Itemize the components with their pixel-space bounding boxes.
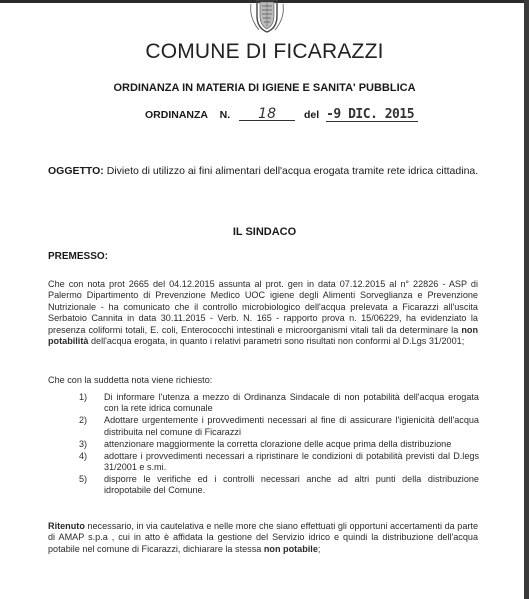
list-item-text: Adottare urgentemente i provvedimenti necessari al fine di assicurare l'igienicità dell'acqua distribuita nel comune di Ficarazzi [104,415,479,437]
ordinance-subtitle: ORDINANZA IN MATERIA DI IGIENE E SANITA' PUBBLICA [113,82,416,94]
municipality-title: COMUNE DI FICARAZZI [145,40,384,63]
premise-bold: non potabilità [48,324,478,347]
section-heading: IL SINDACO [232,226,297,238]
premesso-heading: PREMESSO: [48,251,109,262]
list-item [79,451,479,474]
ordinance-date-stamp: -9 DIC. 2015 [326,109,418,122]
subject-line [48,165,478,177]
ordinance-number-line [145,108,418,122]
list-item-text: Di informare l'utenza a mezzo di Ordinanza Sindacale di non potabilità dell'acqua erogata con la rete idrica comunale [104,392,479,414]
list-item-number: 2) [79,415,88,426]
subject-text: Divieto di utilizzo ai fini alimentari dell'acqua erogata tramite rete idrica cittadina. [103,165,479,177]
considering-bold-end: non potabile [263,543,318,554]
list-item [79,415,479,438]
municipal-coat-of-arms-icon [247,0,287,34]
requests-intro: Che con la suddetta nota viene richiesto: [48,375,213,385]
considering-text-a: necessario, in via cautelativa e nelle more che siano effettuati gli opportuni accertamenti da parte di AMAP s.p.a , cui in atto è affidata la gestione del Servizio idrico e quindi la distribuzione dell'acqua potabile nel comune di Ficarazzi, dichiarare la stessa [48,521,478,554]
premise-text-b: dell'acqua erogata, in quanto i relativi parametri sono risultati non conformi al D.Lgs 31/2001; [88,336,465,347]
list-item [79,439,479,450]
number-label: N. [219,109,231,121]
list-item-number: 3) [79,438,88,449]
list-item [79,392,479,415]
ordinance-number: 18 [239,108,295,121]
ordinanza-label: ORDINANZA [145,109,208,121]
list-item-number: 4) [79,450,88,461]
requests-list [79,392,479,497]
list-item-number: 1) [79,392,88,402]
list-item-number: 5) [79,473,88,484]
considering-text-b: ; [317,543,321,554]
considering-bold-start: Ritenuto [48,521,85,531]
considering-paragraph [48,521,478,555]
list-item-text: attenzionare maggiormente la corretta clorazione delle acque prima della distribuzione [104,438,452,449]
list-item-text: disporre le verifiche ed i controlli necessari anche ad altri punti della distribuzione idropotabile del Comune. [104,473,479,496]
list-item [79,474,479,497]
premise-text-a: Che con nota prot 2665 del 04.12.2015 assunta al prot. gen in data 07.12.2015 al n° 22826 - ASP di Palermo Dipartimento di Prevenzione Medico UOC igiene degli Alimenti Sorveglianza e Prevenzione Nutrizionale - ha comunicato che il controllo microbiologico dell'acqua prelevata a Ficarazzi all'uscita Serbatoio Cannita in data 30.11.2015 - Verb. N. 165 - rapporto prova n. 15/06229, ha evidenziato la presenza coliformi totali, E. coli, Enterococchi intestinali e microorganismi vitali tali da determinare la [48,279,478,335]
subject-label: OGGETTO: [48,165,104,177]
premise-paragraph [48,279,478,347]
del-label: del [304,109,320,121]
list-item-text: adottare i provvedimenti necessari a ripristinare le condizioni di potabilità previsti dal D.legs 31/2001 e s.mi. [104,450,479,472]
